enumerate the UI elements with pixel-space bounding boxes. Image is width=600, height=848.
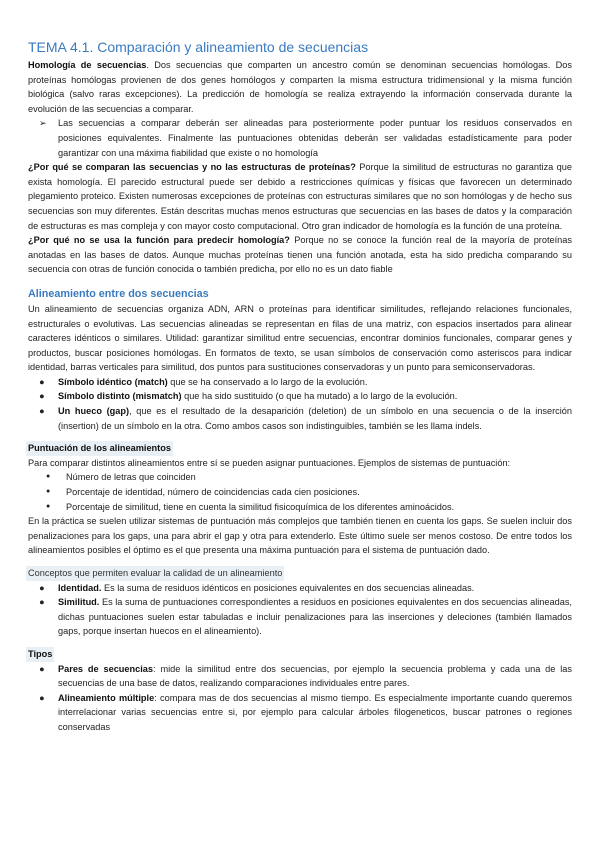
puntuacion-list — [28, 470, 572, 514]
list-item — [28, 500, 572, 515]
tipos-heading-text: Tipos — [26, 647, 54, 662]
alineamiento-heading: Alineamiento entre dos secuencias — [28, 287, 209, 300]
question-function-paragraph — [28, 233, 572, 277]
list-item — [28, 662, 572, 691]
question-function: ¿Por qué no se usa la función para predecir homología? — [28, 235, 290, 246]
bullet-icon: ● — [39, 406, 45, 417]
list-item — [28, 485, 572, 500]
homologia-term: Homología de secuencias — [28, 60, 147, 70]
list-item — [28, 375, 572, 390]
list-item-term: Similitud. — [58, 597, 100, 608]
conceptos-heading — [28, 566, 572, 581]
bullet-icon: ● — [39, 692, 45, 703]
list-item-term: Un hueco (gap) — [58, 406, 130, 417]
bullet-icon: ● — [46, 502, 51, 510]
bullet-icon: ● — [39, 391, 45, 402]
arrow-list-item — [28, 116, 572, 160]
list-item-text: Es la suma de residuos idénticos en posiciones equivalentes en dos secuencias alineadas. — [101, 582, 475, 593]
page-title: TEMA 4.1. Comparación y alineamiento de secuencias — [28, 39, 369, 55]
tipos-heading — [28, 647, 572, 662]
puntuacion-heading — [28, 441, 572, 456]
list-item-text: : compara mas de dos secuencias al mismo tiempo. Es especialmente importante cuando queremos interrelacionar varias secuencias entre si, por ejemplo para calcular árboles filogeneticos, buscar patrones o regiones conservadas — [58, 692, 572, 732]
conceptos-list — [28, 581, 572, 639]
list-item — [28, 581, 572, 596]
list-item-text: , que es el resultado de la desaparición (deletion) de un símbolo en una secuencia o de la inserción (insertion) de un símbolo en la otra. Como ambos casos son indistinguibles, también se les llama indels. — [58, 406, 572, 431]
list-item-term: Identidad. — [58, 582, 102, 593]
bullet-icon: ● — [39, 663, 45, 674]
list-item-term: Pares de secuencias — [58, 663, 154, 674]
list-item — [28, 470, 572, 485]
tipos-list — [28, 662, 572, 735]
list-item-text: Número de letras que coinciden — [66, 472, 196, 483]
list-item-text: que se ha conservado a lo largo de la evolución. — [167, 376, 368, 387]
puntuacion-paragraph: En la práctica se suelen utilizar sistemas de puntuación más complejos que también tienen en cuenta los gaps. Se suelen incluir dos penalizaciones para los gaps, una para abrir el gap y otra para extenderlo. Este último suele ser menos costoso. De entre todos los alineamientos posibles el óptimo es el que presenta una máxima puntuación para el sistema de puntuación dado. — [28, 516, 572, 556]
bullet-icon: ● — [46, 488, 51, 496]
list-item-text: Porcentaje de identidad, número de coincidencias cada cien posiciones. — [66, 487, 360, 498]
homologia-paragraph — [28, 58, 572, 116]
list-item — [28, 389, 572, 404]
question-structures: ¿Por qué se comparan las secuencias y no las estructuras de proteínas? — [28, 162, 356, 173]
bullet-icon: ● — [39, 376, 45, 387]
alineamiento-paragraph: Un alineamiento de secuencias organiza ADN, ARN o proteínas para identificar similitudes, reflejando relaciones funcionales, estructurales o evolutivas. Las secuencias alineadas se representan en filas de una matriz, con espacios insertados para alinear caracteres idénticos o similares. Utilidad: garantizar similitud entre secuencias, encontrar dominios funcionales, comparar genes y productos, buscar posiciones homólogas. En formatos de texto, se usan símbolos de conservación como asteriscos para indicar identidad, barras verticales para similitud, dos puntos para sustituciones conservadoras y un punto para semiconservadoras. — [28, 303, 572, 373]
list-item — [28, 404, 572, 433]
answer-structures: Porque la similitud de estructuras no garantiza que exista homología. El parecido estructural puede ser debido a restricciones químicas y físicas que favorecen un determinado plegamiento proteico. Existen numerosas excepciones de proteínas con estructuras similares que no son homólogas y de hecho sus secuencias son muy diferentes. Están descritas muchas menos estructuras que secuencias en las bases de datos y la comparación de estructuras es mas compleja y con mayor costo computacional. Otro gran indicador de homología es la función de una proteína. — [28, 162, 572, 231]
bullet-icon: ● — [39, 597, 45, 608]
list-item-text: Porcentaje de similitud, tiene en cuenta la similitud fisicoquímica de los diferentes aminoácidos. — [66, 501, 455, 512]
list-item-term: Símbolo distinto (mismatch) — [58, 391, 182, 402]
puntuacion-intro: Para comparar distintos alineamientos entre sí se pueden asignar puntuaciones. Ejemplos de sistemas de puntuación: — [28, 457, 511, 468]
list-item — [28, 691, 572, 735]
bullet-icon: ● — [46, 473, 51, 481]
bullet-icon: ● — [39, 582, 45, 593]
list-item-text: que ha sido sustituido (o que ha mutado) a lo largo de la evolución. — [181, 391, 458, 402]
arrow-item-text: Las secuencias a comparar deberán ser alineadas para posteriormente poder puntuar los residuos conservados en posiciones equivalentes. Finalmente las puntuaciones obtenidas deberán ser validadas estadísticamente para poder garantizar con una máxima fiabilidad que existe o no homología — [58, 118, 572, 158]
conceptos-heading-text: Conceptos que permiten evaluar la calidad de un alineamiento — [26, 566, 284, 581]
question-structures-paragraph — [28, 160, 572, 233]
answer-function: Porque no se conoce la función real de la mayoría de proteínas anotadas en las bases de datos. Aunque muchas proteínas tienen una función anotada, esta ha sido predicha comparando su secuencia con otras de función conocida o también predicha, por ello no es un dato fiable — [28, 235, 573, 275]
list-item-text: Es la suma de puntuaciones correspondientes a residuos en posiciones equivalentes en dos secuencias alineadas, dichas puntuaciones suelen estar tabuladas e incluir penalizaciones para las inserciones y deleciones (también llamados gaps, porque insertan huecos en el alineamiento). — [58, 597, 572, 637]
list-item-term: Símbolo idéntico (match) — [58, 376, 168, 387]
list-item-text: : mide la similitud entre dos secuencias, por ejemplo la secuencia problema y cada una de las secuencias de una base de datos, realizando comparaciones individuales entre pares. — [58, 663, 573, 689]
homologia-text: . Dos secuencias que comparten un ancestro común se denominan secuencias homólogas. Dos proteínas homólogas provienen de dos genes homólogos y comparten la misma estructura tridimensional y la misma función biológica (salvo raras excepciones). La predicción de homología se realiza extrayendo la información conservada durante la evolución de las secuencias a comparar. — [28, 60, 572, 114]
list-item — [28, 595, 572, 639]
arrow-bullet-icon: ➢ — [39, 118, 47, 129]
puntuacion-heading-text: Puntuación de los alineamientos — [26, 441, 173, 456]
list-item-term: Alineamiento múltiple — [58, 692, 155, 703]
alineamiento-list — [28, 375, 572, 433]
